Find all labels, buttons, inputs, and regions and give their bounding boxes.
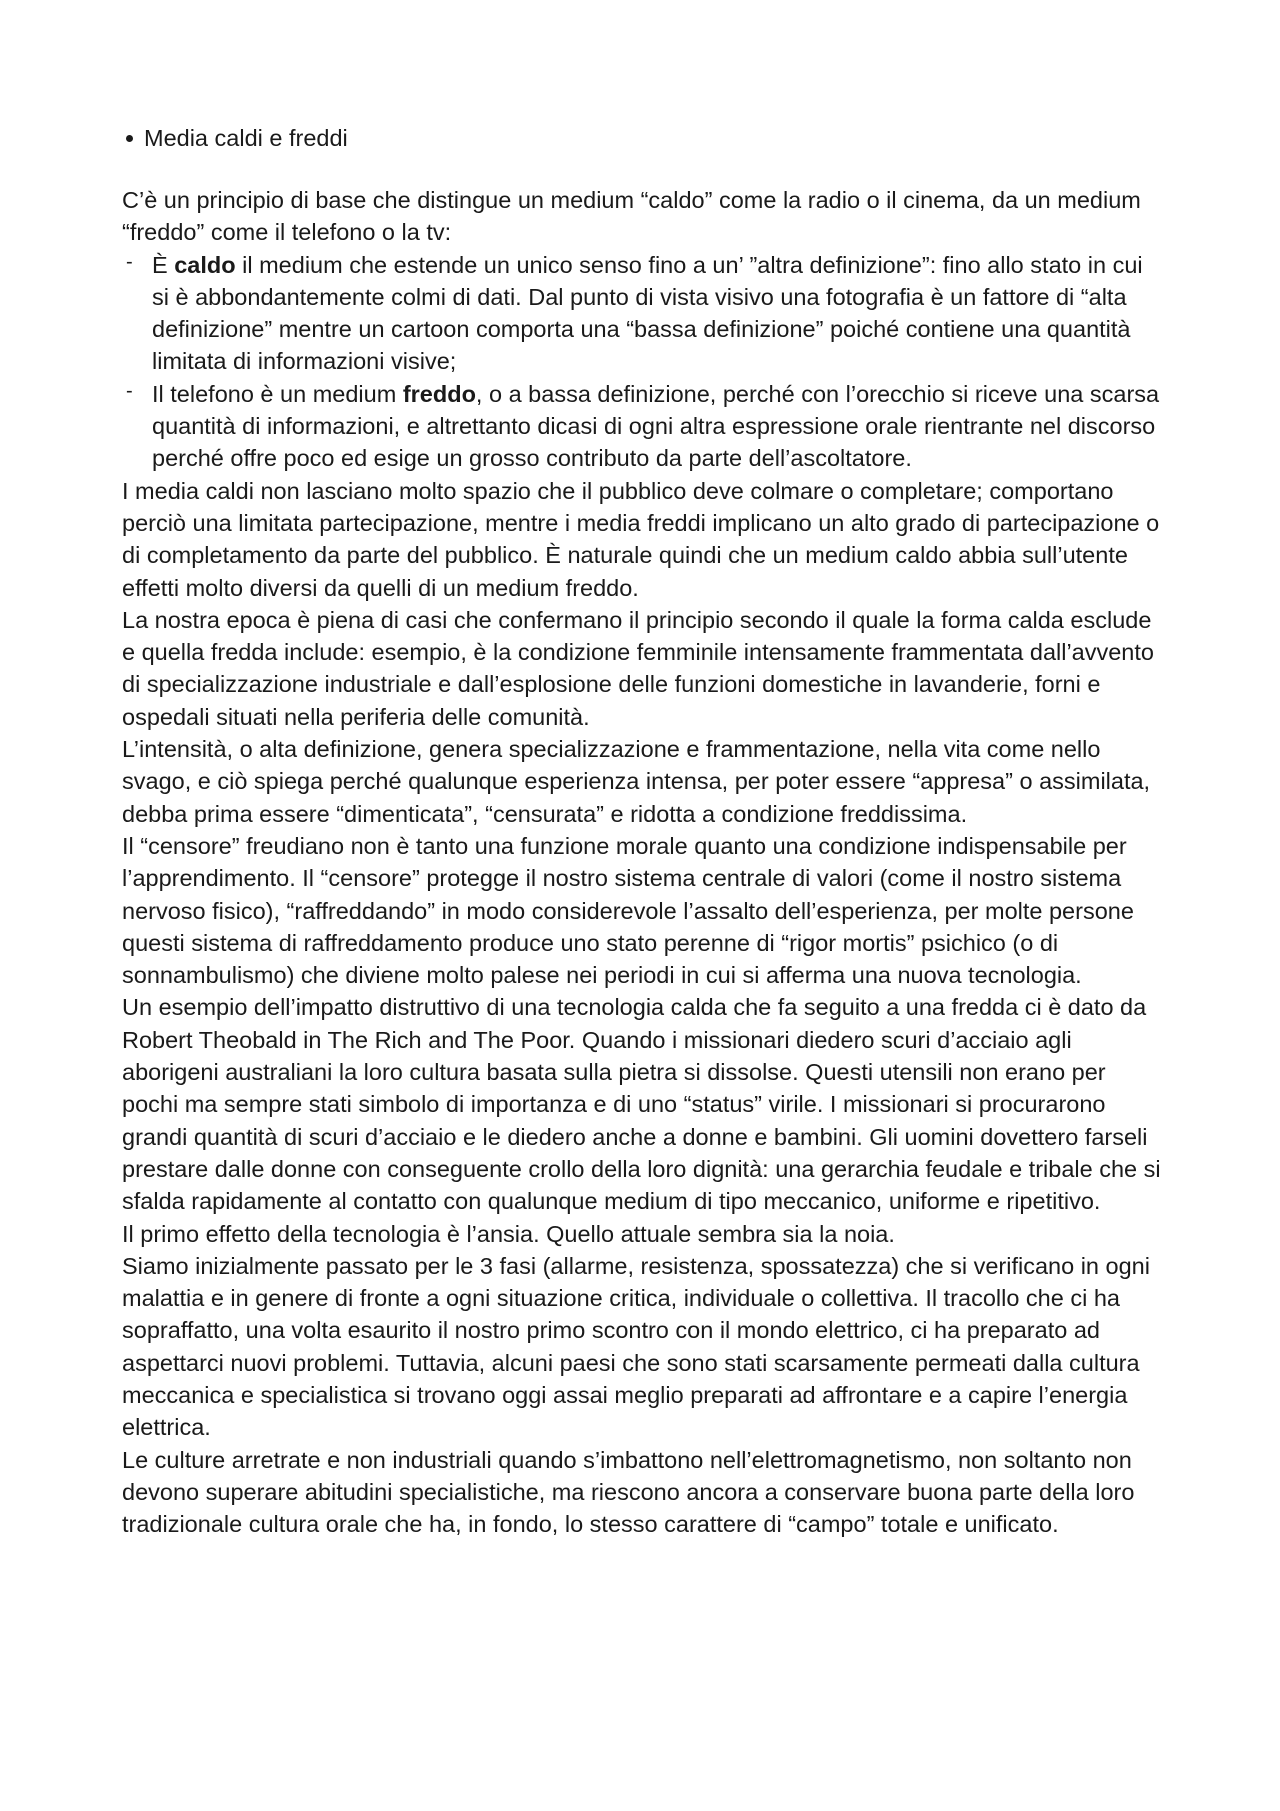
- paragraph: Il primo effetto della tecnologia è l’ansia. Quello attuale sembra sia la noia.: [122, 1220, 895, 1247]
- paragraph: La nostra epoca è piena di casi che confermano il principio secondo il quale la forma calda esclude e quella fredda include: esempio, è la condizione femminile intensamente frammentata dall’avvento di specializzazione industriale e dall’esplosione delle funzioni domestiche in lavanderie, forni e ospedali situati nella periferia delle comunità.: [122, 606, 1154, 730]
- paragraph: L’intensità, o alta definizione, genera specializzazione e frammentazione, nella vita come nello svago, e ciò spiega perché qualunque esperienza intensa, per poter essere “appresa” o assimilata, debba prima essere “dimenticata”, “censurata” e ridotta a condizione freddissima.: [122, 736, 1151, 827]
- list-item-text-before: È: [152, 251, 175, 278]
- heading-text: Media caldi e freddi: [144, 125, 348, 151]
- definition-list: [122, 249, 1162, 475]
- paragraph: Siamo inizialmente passato per le 3 fasi (allarme, resistenza, spossatezza) che si verificano in ogni malattia e in genere di fronte a ogni situazione critica, individuale o collettiva. Il tracollo che ci ha sopraffatto, una volta esaurito il nostro primo scontro con il mondo elettrico, ci ha preparato ad aspettarci nuovi problemi. Tuttavia, alcuni paesi che sono stati scarsamente permeati dalla cultura meccanica e specialistica si trovano oggi assai meglio preparati ad affrontare e a capire l’energia elettrica.: [122, 1252, 1150, 1441]
- list-item-freddo: [122, 378, 1162, 475]
- list-item-text-after: , o a bassa definizione, perché con l’orecchio si riceve una scarsa quantità di informazioni, e altrettanto dicasi di ogni altra espressione orale rientrante nel discorso perché offre poco ed esige un grosso contributo da parte dell’ascoltatore.: [152, 380, 1160, 472]
- bullet-icon: [126, 135, 133, 142]
- paragraph: Un esempio dell’impatto distruttivo di una tecnologia calda che fa seguito a una fredda ci è dato da Robert Theobald in The Rich and The Poor. Quando i missionari diedero scuri d’acciaio agli aborigeni australiani la loro cultura basata sulla pietra si dissolse. Questi utensili non erano per pochi ma sempre stati simbolo di importanza e di uno “status” virile. I missionari si procurarono grandi quantità di scuri d’acciaio e le diedero anche a donne e bambini. Gli uomini dovettero farseli prestare dalle donne con conseguente crollo della loro dignità: una gerarchia feudale e tribale che si sfalda rapidamente al contatto con qualunque medium di tipo meccanico, uniforme e ripetitivo.: [122, 994, 1161, 1215]
- dash-marker: -: [126, 250, 133, 273]
- intro-paragraph: C’è un principio di base che distingue un medium “caldo” come la radio o il cinema, da un medium “freddo” come il telefono o la tv:: [122, 187, 1141, 246]
- paragraph: Il “censore” freudiano non è tanto una funzione morale quanto una condizione indispensabile per l’apprendimento. Il “censore” protegge il nostro sistema centrale di valori (come il nostro sistema nervoso fisico), “raffreddando” in modo considerevole l’assalto dell’esperienza, per molte persone questi sistema di raffreddamento produce uno stato perenne di “rigor mortis” psichico (o di sonnambulismo) che diviene molto palese nei periodi in cui si afferma una nuova tecnologia.: [122, 832, 1134, 989]
- section-heading: [122, 122, 1162, 154]
- dash-marker: -: [126, 379, 133, 402]
- paragraph: I media caldi non lasciano molto spazio che il pubblico deve colmare o completare; comportano perciò una limitata partecipazione, mentre i media freddi implicano un alto grado di partecipazione o di completamento da parte del pubblico. È naturale quindi che un medium caldo abbia sull’utente effetti molto diversi da quelli di un medium freddo.: [122, 477, 1160, 601]
- list-item-bold: caldo: [174, 251, 236, 278]
- list-item-text-after: il medium che estende un unico senso fino a un’ ”altra definizione”: fino allo stato in cui si è abbondantemente colmi di dati. Dal punto di vista visivo una fotografia è un fattore di “alta definizione” mentre un cartoon comporta una “bassa definizione” poiché contiene una quantità limitata di informazioni visive;: [152, 251, 1143, 375]
- list-item-caldo: [122, 249, 1162, 378]
- list-item-bold: freddo: [402, 380, 476, 407]
- paragraph: Le culture arretrate e non industriali quando s’imbattono nell’elettromagnetismo, non soltanto non devono superare abitudini specialistiche, ma riescono ancora a conservare buona parte della loro tradizionale cultura orale che ha, in fondo, lo stesso carattere di “campo” totale e unificato.: [122, 1446, 1135, 1538]
- list-item-text-before: Il telefono è un medium: [152, 380, 403, 407]
- document-body: [122, 184, 1162, 1540]
